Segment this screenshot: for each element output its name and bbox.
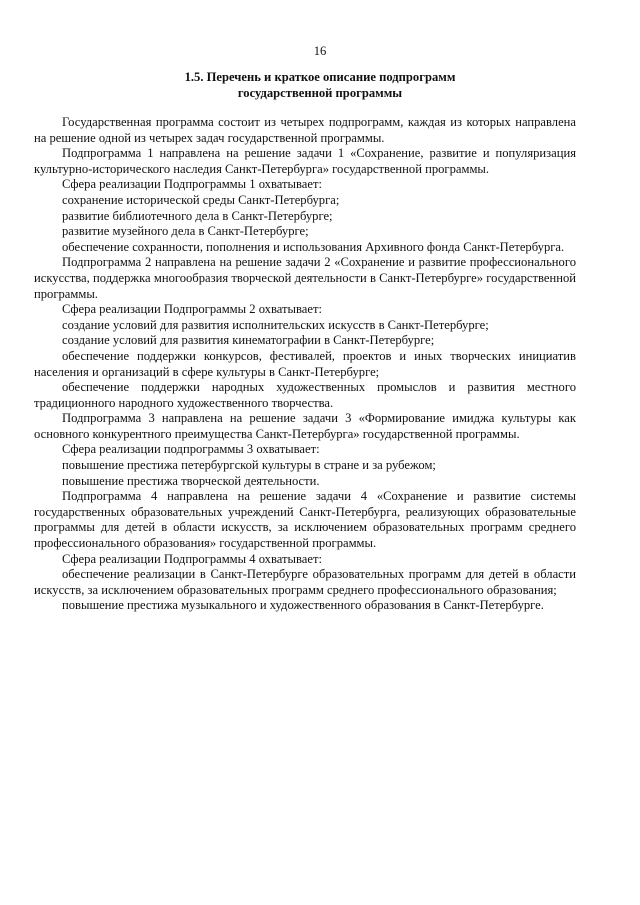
paragraph: Сфера реализации Подпрограммы 1 охватывает: (62, 177, 322, 192)
list-item: развитие библиотечного дела в Санкт-Петербурге; (62, 208, 333, 223)
list-item: обеспечение сохранности, пополнения и использования Архивного фонда Санкт-Петербурга. (62, 239, 565, 254)
section-title-line-2: государственной программы (237, 85, 403, 100)
paragraph: Сфера реализации Подпрограммы 2 охватывает: (62, 302, 322, 317)
list-item: создание условий для развития кинематографии в Санкт-Петербурге; (62, 333, 435, 348)
paragraph: Сфера реализации Подпрограммы 4 охватывает: (62, 551, 322, 566)
list-item: развитие музейного дела в Санкт-Петербурге; (62, 224, 309, 239)
paragraph: Подпрограмма 3 направлена на решение задачи 3 «Формирование имиджа культуры как основного конкурентного преимущества Санкт-Петербурга» государственной программы. (34, 411, 576, 441)
list-item: обеспечение реализации в Санкт-Петербурге образовательных программ для детей в области искусств, за исключением образовательных программ среднего профессионального образования; (34, 567, 576, 597)
paragraph: Государственная программа состоит из четырех подпрограмм, каждая из которых направлена на решение одной из четырех задач государственной программы. (34, 115, 576, 145)
list-item: обеспечение поддержки конкурсов, фестивалей, проектов и иных творческих инициатив населения и организаций в сфере культуры в Санкт-Петербурге; (34, 348, 576, 379)
paragraph: Подпрограмма 1 направлена на решение задачи 1 «Сохранение, развитие и популяризация культурно-исторического наследия Санкт-Петербурга» государственной программы. (34, 146, 576, 176)
page-number: 16 (313, 44, 327, 58)
list-item: обеспечение поддержки народных художественных промыслов и развития местного традиционного народного художественного творчества. (34, 380, 576, 410)
list-item: сохранение исторической среды Санкт-Петербурга; (62, 192, 340, 207)
paragraph: Сфера реализации подпрограммы 3 охватывает: (62, 442, 320, 457)
document-body (34, 115, 576, 614)
paragraph: Подпрограмма 4 направлена на решение задачи 4 «Сохранение и развитие системы государственных образовательных учреждений Санкт-Петербурга, реализующих образовательные программы для детей в области искусств, за исключением образовательных программ среднего профессионального образования» государственной программы. (34, 489, 576, 551)
paragraph: Подпрограмма 2 направлена на решение задачи 2 «Сохранение и развитие профессионального искусства, поддержка многообразия творческой деятельности в Санкт-Петербурге» государственной программы. (34, 255, 576, 301)
section-title (60, 70, 580, 101)
list-item: повышение престижа музыкального и художественного образования в Санкт-Петербурге. (62, 598, 544, 613)
list-item: повышение престижа творческой деятельности. (62, 473, 320, 488)
list-item: создание условий для развития исполнительских искусств в Санкт-Петербурге; (62, 317, 489, 332)
section-title-line-1: 1.5. Перечень и краткое описание подпрограмм (184, 70, 456, 84)
list-item: повышение престижа петербургской культуры в стране и за рубежом; (62, 458, 436, 473)
